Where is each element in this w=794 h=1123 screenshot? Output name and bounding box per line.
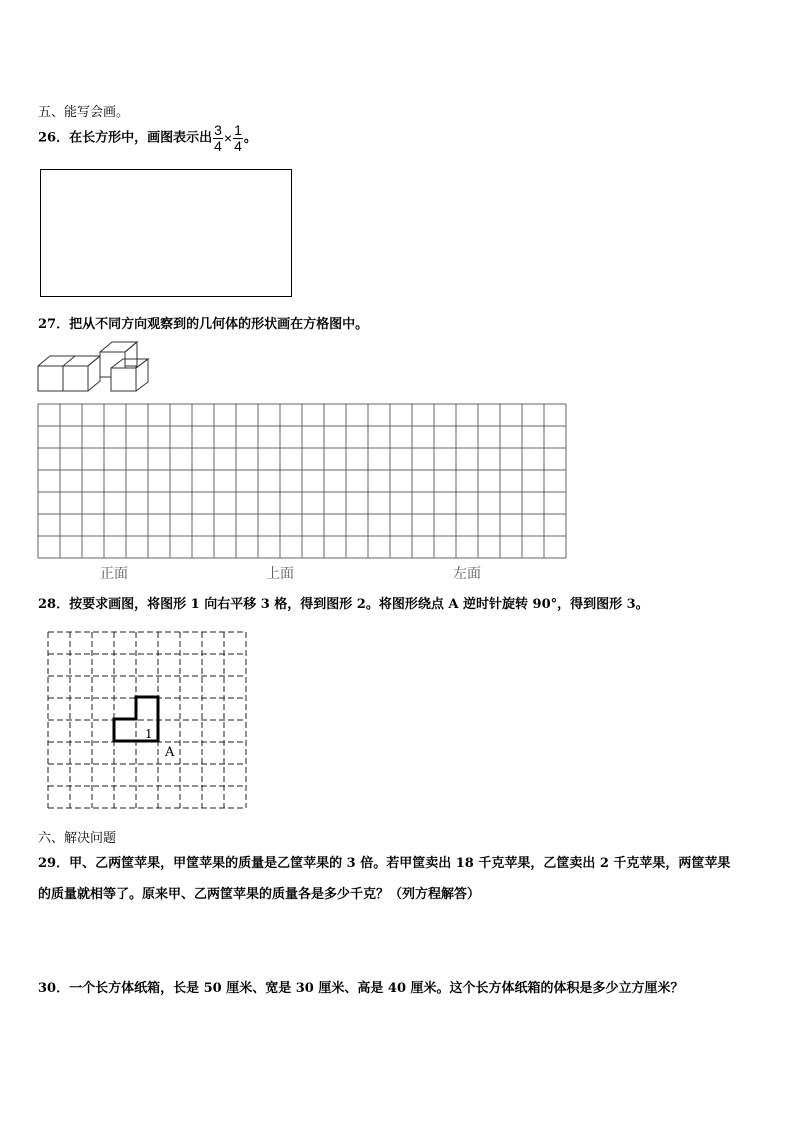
fraction-one-quarter [233, 123, 243, 154]
view-label-top: 上面 [266, 566, 294, 582]
drawing-rectangle[interactable] [40, 169, 292, 297]
question-29-line-2: 的质量就相等了。原来甲、乙两筐苹果的质量各是多少千克？（列方程解答） [38, 887, 481, 902]
question-28: 28．按要求画图，将图形 1 向右平移 3 格，得到图形 2。将图形绕点 A 逆时针旋转 90°，得到图形 3。 [38, 597, 649, 612]
fraction-numerator: 1 [234, 121, 242, 138]
cube-solid-figure [36, 340, 156, 396]
point-a-label: A [165, 745, 175, 760]
shape-1-label: 1 [145, 727, 153, 741]
square-grid[interactable] [37, 403, 569, 561]
question-26-suffix: 。 [243, 130, 257, 146]
dashed-grid[interactable] [46, 630, 252, 812]
question-27: 27．把从不同方向观察到的几何体的形状画在方格图中。 [38, 317, 369, 332]
question-30: 30．一个长方体纸箱，长是 50 厘米、宽是 30 厘米、高是 40 厘米。这个长方体纸箱的体积是多少立方厘米？ [38, 981, 684, 996]
fraction-numerator: 3 [214, 121, 222, 138]
view-label-front: 正面 [100, 566, 128, 582]
question-26-prefix: 26．在长方形中，画图表示出 [38, 130, 213, 146]
times-sign: × [223, 130, 233, 146]
view-label-left: 左面 [453, 566, 481, 582]
fraction-denominator: 4 [214, 137, 222, 154]
fraction-three-quarters [213, 123, 223, 154]
fraction-denominator: 4 [234, 137, 242, 154]
section-title-5: 五、能写会画。 [38, 105, 130, 120]
question-29-line-1: 29．甲、乙两筐苹果，甲筐苹果的质量是乙筐苹果的 3 倍。若甲筐卖出 18 千克苹果，乙筐卖出 2 千克苹果，两筐苹果 [38, 856, 731, 871]
section-title-6: 六、解决问题 [38, 831, 117, 846]
question-26 [38, 121, 257, 156]
